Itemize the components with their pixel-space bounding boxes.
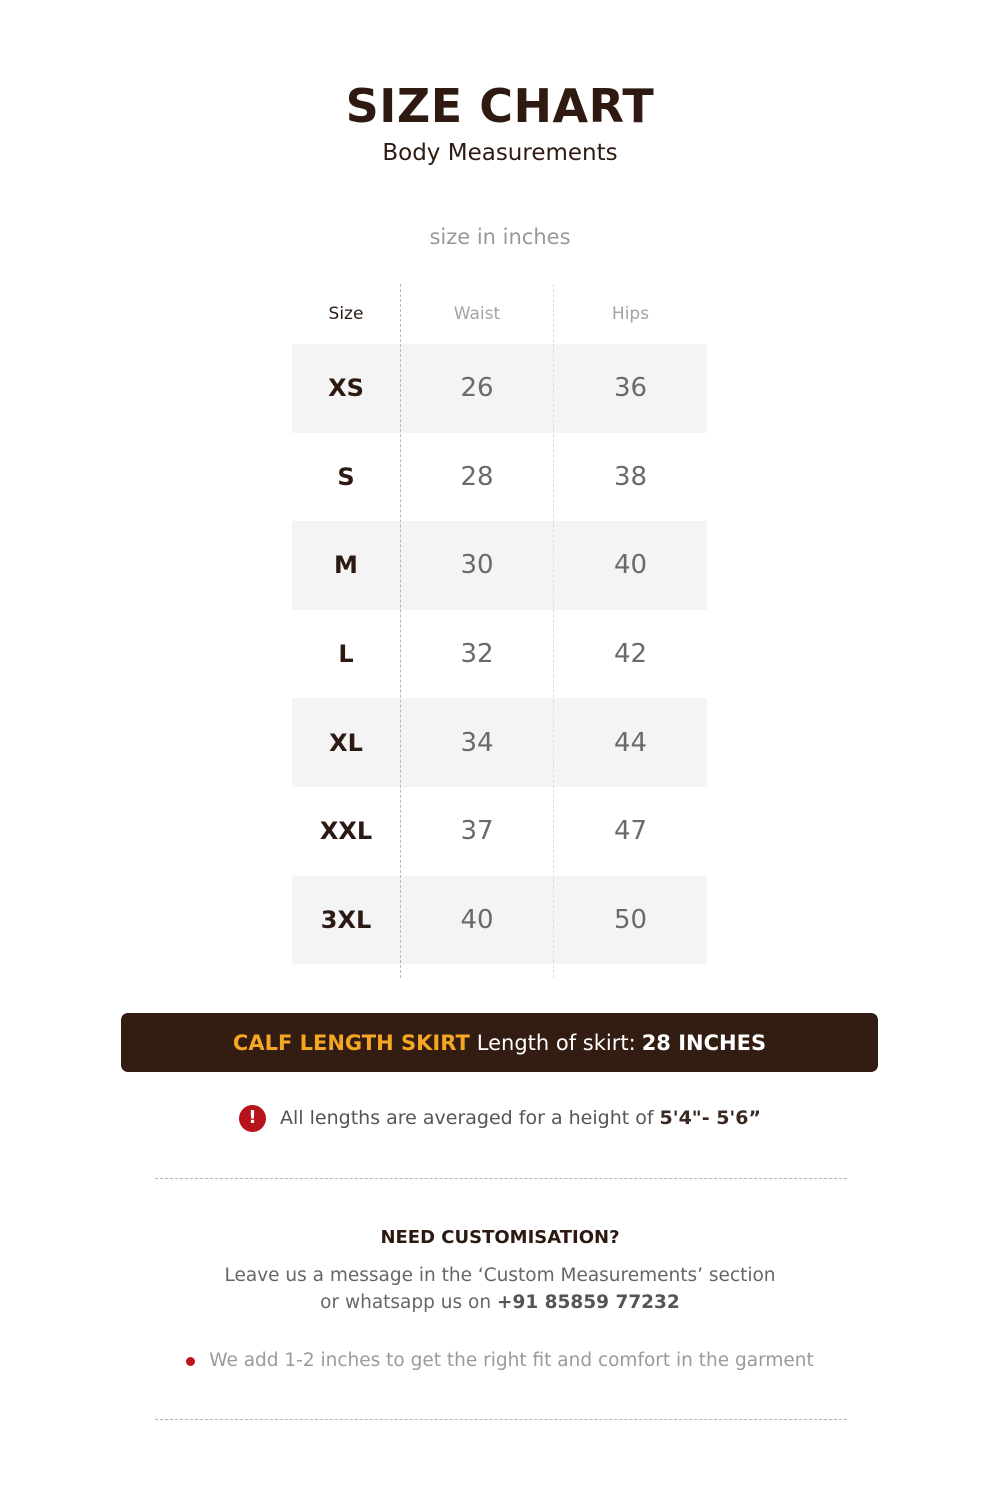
height-range: 5'4"- 5'6” — [659, 1107, 761, 1129]
waist-cell: 37 — [460, 816, 494, 847]
hips-cell: 40 — [613, 550, 648, 581]
table-row — [292, 610, 707, 699]
hips-cell: 36 — [613, 373, 648, 404]
waist-cell: 30 — [460, 550, 494, 581]
fit-note-text: We add 1-2 inches to get the right fit and comfort in the garment — [209, 1350, 814, 1371]
size-cell: L — [338, 640, 354, 669]
waist-cell: 40 — [460, 904, 494, 935]
size-cell: 3XL — [320, 905, 372, 934]
hips-cell: 42 — [613, 639, 648, 670]
size-cell: XXL — [319, 817, 373, 846]
size-cell: XL — [329, 728, 363, 757]
header-waist: Waist — [453, 304, 501, 324]
hips-cell: 50 — [613, 904, 648, 935]
fit-note — [0, 1347, 1000, 1375]
hips-cell: 38 — [613, 461, 648, 492]
page-subtitle: Body Measurements — [382, 140, 618, 166]
bullet-dot-icon — [186, 1357, 195, 1366]
dashed-divider — [155, 1178, 847, 1179]
exclamation-icon: ! — [239, 1105, 266, 1132]
whatsapp-number: +91 85859 77232 — [496, 1292, 680, 1313]
size-cell: M — [334, 551, 358, 580]
hips-cell: 47 — [613, 816, 648, 847]
header-hips: Hips — [611, 304, 650, 324]
units-label: size in inches — [429, 225, 571, 249]
waist-cell: 34 — [460, 727, 494, 758]
table-row — [292, 521, 707, 610]
customisation-message — [0, 1262, 1000, 1316]
table-row — [292, 698, 707, 787]
customisation-line-1: Leave us a message in the ‘Custom Measurements’ section — [224, 1265, 776, 1286]
header-size: Size — [328, 304, 364, 324]
waist-cell: 28 — [460, 461, 494, 492]
skirt-length-banner — [121, 1013, 878, 1072]
table-row — [292, 876, 707, 965]
size-cell: XS — [328, 374, 364, 403]
size-cell: S — [337, 462, 355, 491]
table-row — [292, 344, 707, 433]
customisation-line-2 — [0, 1289, 1000, 1316]
page-title: SIZE CHART — [345, 79, 655, 133]
table-row — [292, 787, 707, 876]
height-note — [0, 1103, 1000, 1133]
size-table — [292, 284, 707, 978]
customisation-line-2-text: or whatsapp us on — [320, 1292, 492, 1313]
table-header-row — [292, 284, 707, 344]
skirt-length-label: Length of skirt: — [476, 1030, 636, 1055]
column-divider — [400, 284, 401, 978]
hips-cell: 44 — [613, 727, 648, 758]
column-divider — [553, 284, 554, 978]
waist-cell: 32 — [460, 639, 494, 670]
height-note-text: All lengths are averaged for a height of — [280, 1107, 654, 1129]
waist-cell: 26 — [460, 373, 494, 404]
table-body — [292, 344, 707, 964]
dashed-divider — [155, 1419, 847, 1420]
customisation-heading: NEED CUSTOMISATION? — [380, 1227, 620, 1248]
skirt-length-value: 28 INCHES — [641, 1030, 767, 1055]
skirt-type-label: CALF LENGTH SKIRT — [232, 1030, 470, 1055]
table-row — [292, 433, 707, 522]
